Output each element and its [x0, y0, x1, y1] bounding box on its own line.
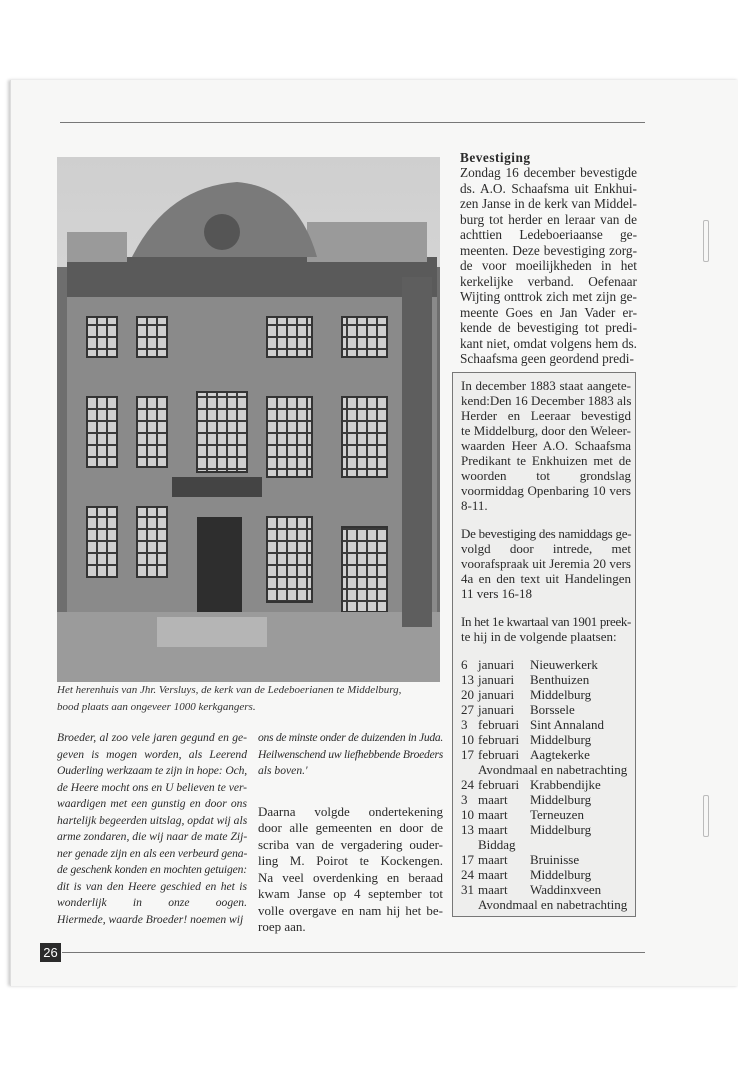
- text-line: als boven.': [258, 764, 308, 777]
- schedule-row: [461, 702, 631, 717]
- schedule-place: Sint Annaland: [530, 717, 605, 732]
- schedule-day: 13: [461, 672, 474, 687]
- text-line: woorden tot grondslag: [461, 468, 631, 483]
- text-line: de voor moeilijkheden in het: [460, 258, 637, 273]
- schedule-place: Aagtekerke: [530, 747, 590, 762]
- section-heading: Bevestiging: [460, 150, 531, 165]
- schedule-row: [461, 717, 631, 732]
- text-line: 8-11.: [461, 498, 488, 513]
- schedule-row: [461, 672, 631, 687]
- caption-line: Het herenhuis van Jhr. Versluys, de kerk van de Ledeboerianen te Middelburg,: [57, 684, 402, 696]
- text-line: Wijting onttrok zich met zijn ge-: [460, 289, 637, 304]
- top-rule: [60, 122, 645, 123]
- text-line: hartelijk begeerden uitslag, opdat wij als: [57, 813, 248, 827]
- schedule-note: Biddag: [478, 837, 516, 852]
- schedule-day: 6: [461, 657, 468, 672]
- text-line: achttien Ledeboeriaanse ge-: [460, 227, 637, 242]
- text-line: te hij in de volgende plaatsen:: [461, 629, 617, 644]
- schedule-place: Middelburg: [530, 792, 592, 807]
- text-line: Daarna volgde ondertekening: [258, 803, 443, 819]
- text-line: dit is van den Heere geschied en het is: [57, 879, 247, 893]
- text-line: kend:Den 16 December 1883 als: [461, 393, 632, 408]
- schedule-month: februari: [478, 747, 520, 762]
- schedule-row: [461, 747, 631, 762]
- schedule-day: 10: [461, 807, 474, 822]
- schedule-place: Benthuizen: [530, 672, 590, 687]
- text-line: Hiermede, waarde Broeder! noemen wij: [57, 912, 244, 926]
- schedule-month: februari: [478, 732, 520, 747]
- text-line: door alle gemeenten en door de: [258, 820, 443, 835]
- text-line: ds. A.O. Schaafsma uit Enkhui-: [460, 180, 637, 196]
- schedule-day: 24: [461, 867, 474, 882]
- text-line: Predikant te Enkhuizen met de: [461, 453, 631, 468]
- schedule-place: Middelburg: [530, 867, 592, 882]
- schedule-place: Middelburg: [530, 822, 592, 837]
- middle-column: [258, 730, 443, 936]
- binder-ring: [703, 795, 709, 837]
- page-number: 26: [40, 943, 61, 962]
- text-line: ons de minste onder de duizenden in Juda.: [258, 731, 443, 744]
- text-line: 11 vers 16-18: [461, 586, 533, 601]
- caption-line: bood plaats aan ongeveer 1000 kerkgangers.: [57, 701, 256, 713]
- text-line: Zondag 16 december bevestigde: [460, 165, 637, 180]
- schedule-day: 10: [461, 732, 474, 747]
- schedule-row: [461, 792, 631, 807]
- text-line: kende de bevestiging tot predi-: [460, 320, 637, 335]
- schedule-month: januari: [478, 672, 515, 687]
- text-line: voormiddag Openbaring 10 vers: [461, 483, 631, 498]
- text-line: kwam Janse op 4 september tot: [258, 886, 443, 901]
- bottom-rule: [62, 952, 645, 953]
- schedule-row: [461, 732, 631, 747]
- text-line: volle overgave en nam hij het be-: [258, 902, 443, 918]
- text-line: waarden Heer A.O. Schaafsma: [461, 438, 631, 453]
- text-line: wonderlijk in onze oogen.: [57, 896, 247, 909]
- schedule-row: [461, 657, 631, 672]
- schedule-day: 13: [461, 822, 474, 837]
- text-line: te Middelburg, door den Weleer-: [461, 423, 631, 438]
- schedule-day: 3: [461, 717, 468, 732]
- text-line: Na veel overdenking en beraad: [258, 869, 443, 885]
- schedule-row: [461, 807, 631, 822]
- text-line: scriba van de vergadering ouder-: [258, 836, 443, 852]
- schedule-place: Middelburg: [530, 732, 592, 747]
- schedule-row: [461, 822, 631, 837]
- schedule-place: Krabbendijke: [530, 777, 601, 792]
- schedule-day: 27: [461, 702, 474, 717]
- text-line: Broeder, al zoo vele jaren gegund en ge-: [57, 731, 247, 744]
- schedule-day: 31: [461, 882, 474, 897]
- schedule-place: Middelburg: [530, 687, 592, 702]
- text-line: Schaafsma geen geordend predi-: [460, 351, 634, 366]
- schedule-row: [461, 687, 631, 702]
- schedule-row: [461, 882, 631, 897]
- text-line: meente Goes en Jan Vader er-: [460, 304, 637, 320]
- schedule-month: maart: [478, 792, 508, 807]
- sidebar-box: [452, 372, 636, 917]
- schedule-month: januari: [478, 657, 515, 672]
- binder-ring: [703, 220, 709, 262]
- schedule-row: [461, 852, 631, 867]
- text-line: In het 1e kwartaal van 1901 preek-: [461, 614, 631, 629]
- text-line: burg tot herder en leraar van de: [460, 211, 637, 227]
- schedule-place: Nieuwerkerk: [530, 657, 598, 672]
- schedule-month: maart: [478, 867, 508, 882]
- schedule-place: Terneuzen: [530, 807, 584, 822]
- text-line: meenten. Deze bevestiging zorg-: [460, 242, 637, 258]
- schedule-row: [461, 867, 631, 882]
- text-line: Herder en Leeraar bevestigd: [461, 408, 631, 423]
- text-line: de geschenk konden en mochten getuigen:: [57, 863, 247, 876]
- text-line: volgd door intrede, met: [461, 541, 631, 556]
- text-line: ner genade zijn en als een verbeurd gena-: [57, 846, 248, 860]
- text-line: ling M. Poirot te Kockengen.: [258, 853, 443, 868]
- text-line: geven is mogen worden, als Leerend: [57, 747, 247, 761]
- text-line: arme zondaren, die wij naar de mate Zij-: [57, 830, 248, 843]
- schedule-month: maart: [478, 822, 508, 837]
- text-line: Ouderling werkzaam te zijn in hope: Och,: [57, 764, 247, 777]
- schedule-place: Bruinisse: [530, 852, 580, 867]
- text-line: de Heere mocht ons en U believen te ver-: [57, 780, 247, 794]
- text-line: De bevestiging des namiddags ge-: [461, 526, 632, 541]
- schedule-month: februari: [478, 777, 520, 792]
- schedule-place: Borssele: [530, 702, 575, 717]
- text-line: voorafspraak uit Jeremia 20 vers: [461, 556, 631, 571]
- schedule-row: [461, 777, 631, 792]
- schedule-day: 20: [461, 687, 474, 702]
- text-line: zen Janse in de kerk van Middel-: [460, 196, 637, 211]
- text-line: waardigen met een gunstig en door ons: [57, 797, 247, 810]
- text-line: kant niet, omdat volgens hem ds.: [460, 335, 637, 351]
- photo-caption: [57, 682, 447, 716]
- building-photo: [57, 157, 440, 682]
- schedule-day: 17: [461, 747, 474, 762]
- text-line: 4a en den text uit Handelingen: [461, 571, 631, 586]
- schedule-month: februari: [478, 717, 520, 732]
- text-line: In december 1883 staat aangete-: [461, 378, 631, 393]
- schedule-day: 3: [461, 792, 468, 807]
- text-line: kerkelijke verband. Oefenaar: [460, 273, 637, 289]
- schedule-note: Avondmaal en nabetrachting: [478, 762, 628, 777]
- text-line: roep aan.: [258, 919, 306, 934]
- schedule-day: 24: [461, 777, 474, 792]
- schedule-month: januari: [478, 702, 515, 717]
- preaching-schedule: [461, 657, 631, 912]
- schedule-month: maart: [478, 852, 508, 867]
- bevestiging-column: [460, 150, 637, 367]
- schedule-note: Avondmaal en nabetrachting: [478, 897, 628, 912]
- schedule-day: 17: [461, 852, 474, 867]
- text-line: Heilwenschend uw liefhebbende Broeders: [258, 747, 443, 761]
- schedule-place: Waddinxveen: [530, 882, 602, 897]
- left-column: [57, 730, 247, 928]
- schedule-month: januari: [478, 687, 515, 702]
- schedule-month: maart: [478, 882, 508, 897]
- schedule-month: maart: [478, 807, 508, 822]
